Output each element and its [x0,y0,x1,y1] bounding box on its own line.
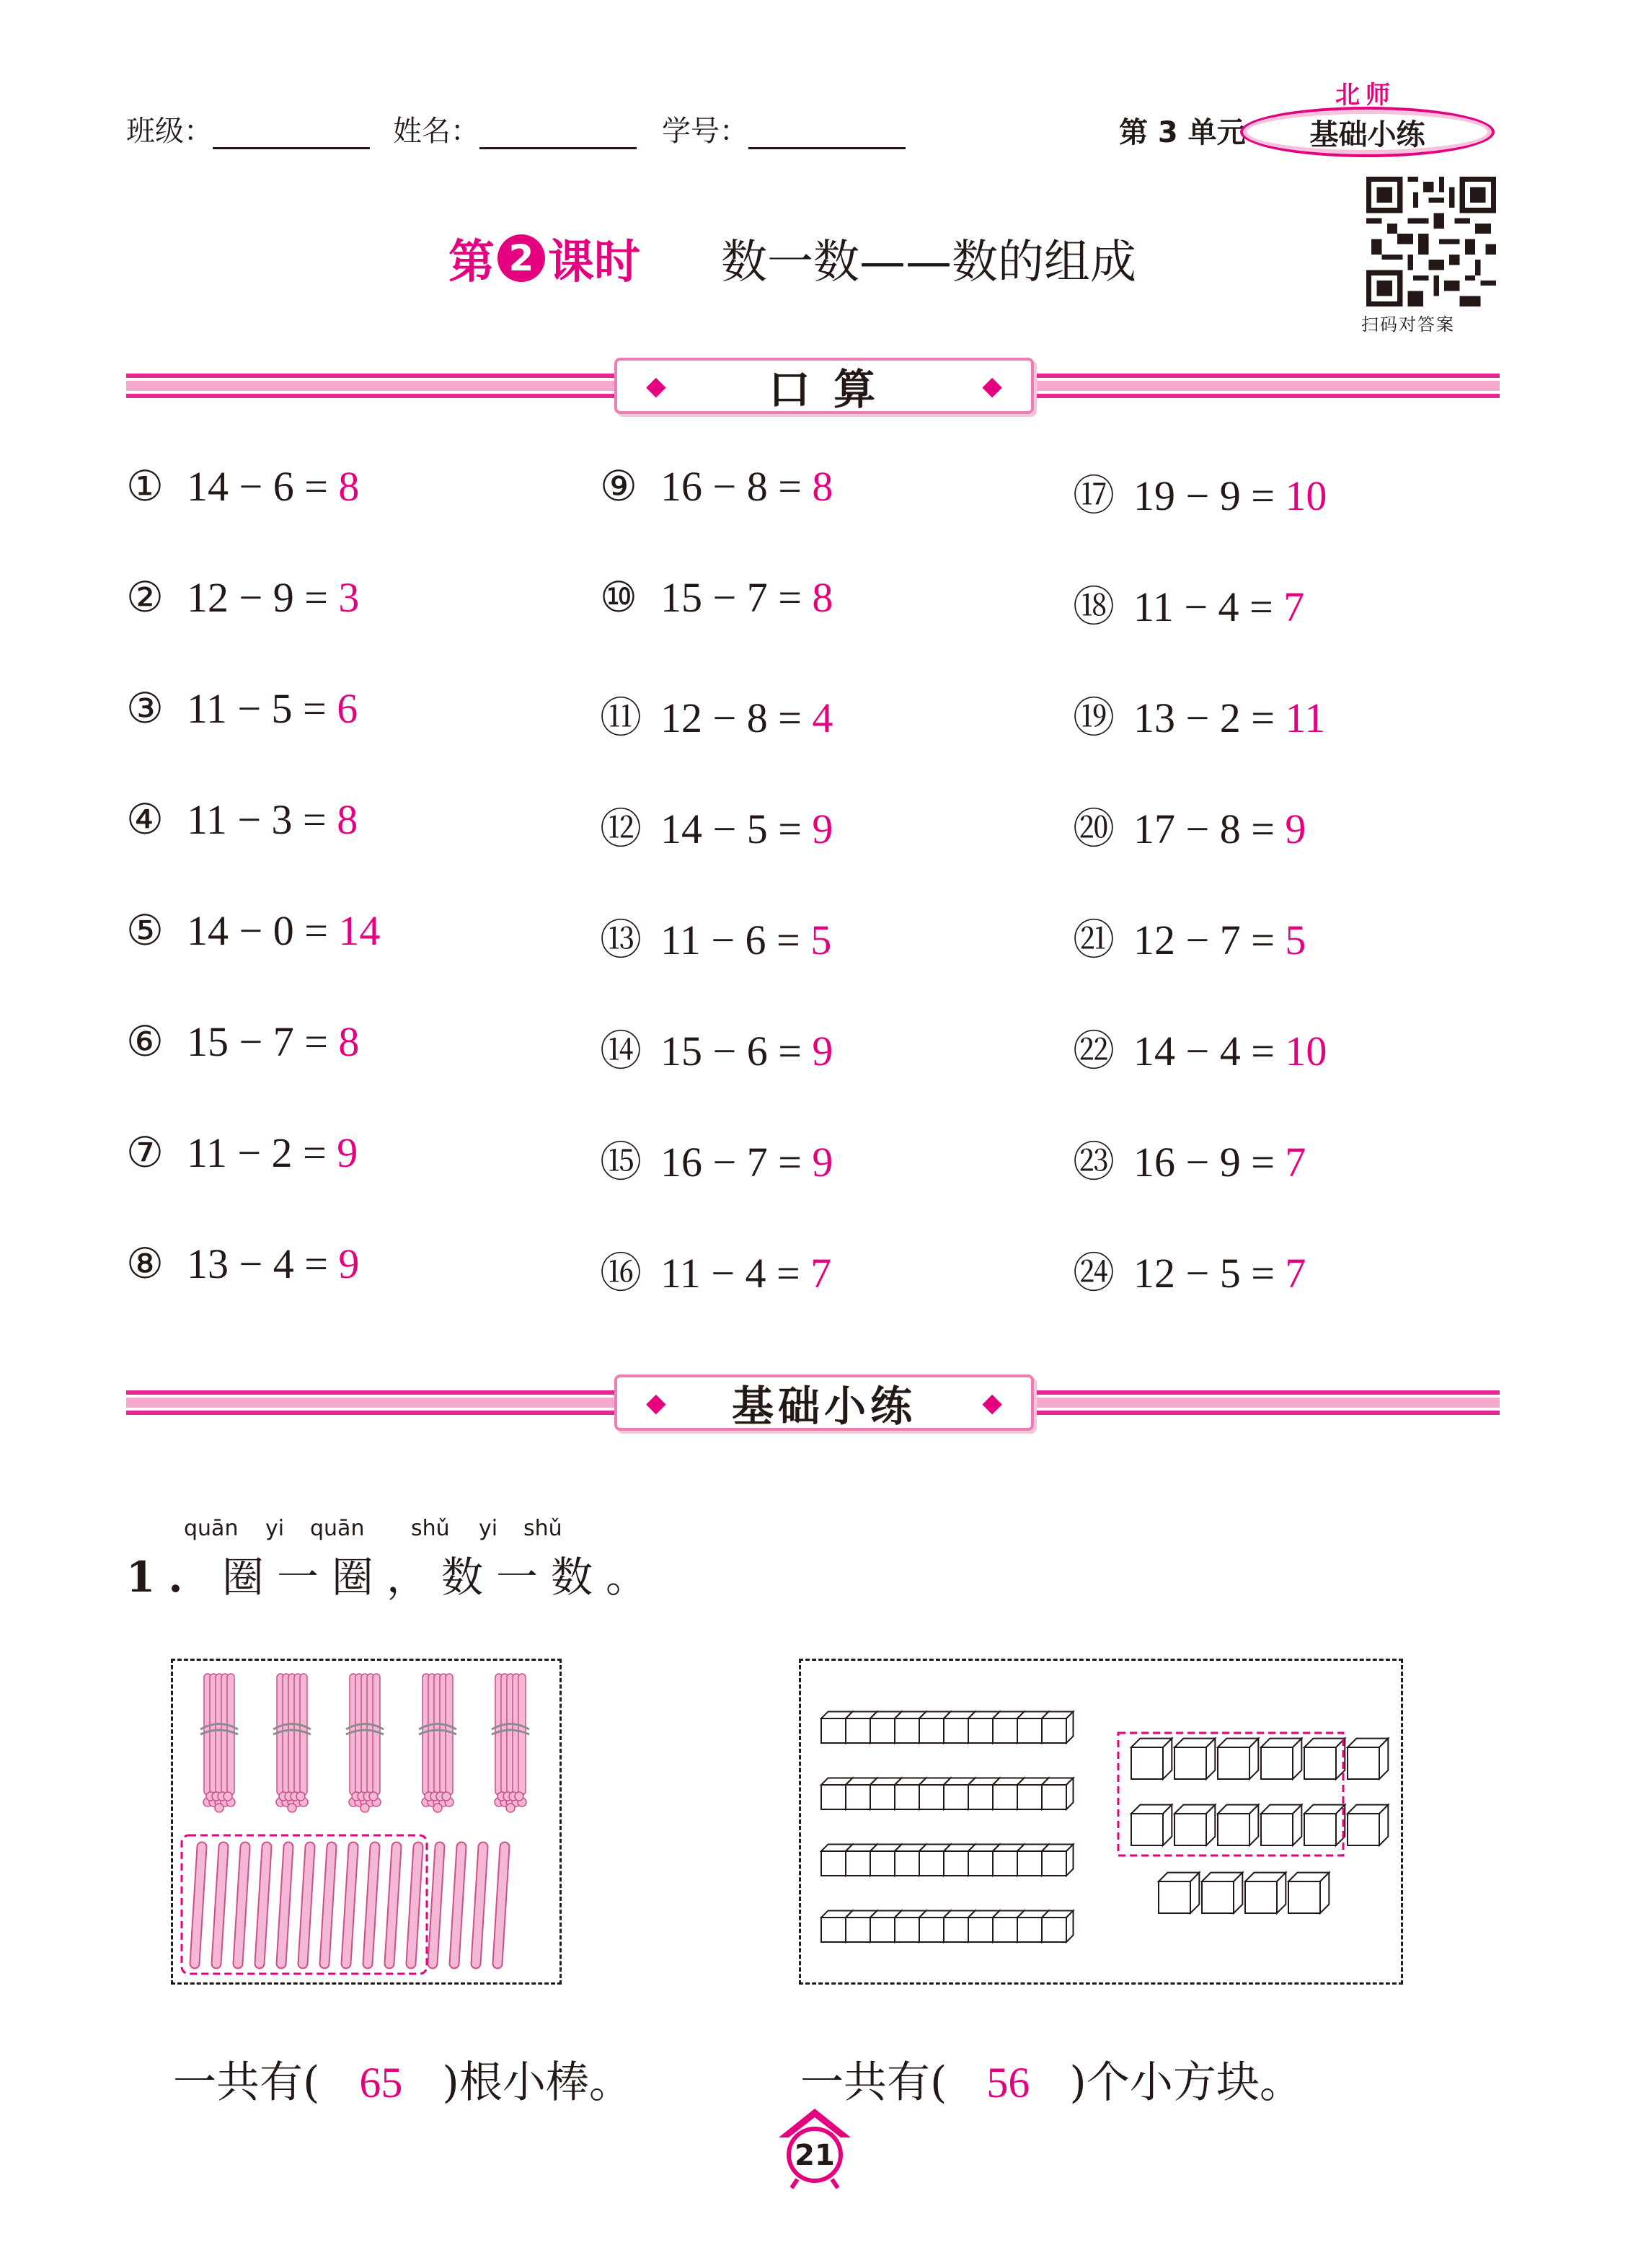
problem-expression: 15 − 6 = [660,1028,802,1075]
section-header-practice [614,1375,1034,1431]
cube-in-row [1042,1778,1074,1809]
loose-cube [1245,1873,1286,1913]
question-text: 圈一圈，数一数。 [222,1553,661,1602]
class-blank[interactable] [213,120,370,149]
problem-number: ⑱ [1073,583,1115,630]
math-problem [126,1128,358,1177]
pinyin: quān [184,1516,239,1541]
math-problem [600,795,833,855]
math-problem [1073,1128,1306,1188]
loose-cube [1304,1739,1345,1779]
problem-answer[interactable]: 7 [1283,583,1305,630]
cubes-answer-line [800,2048,1303,2110]
problem-answer[interactable]: 9 [337,1129,358,1176]
problem-answer[interactable]: 9 [812,1139,833,1186]
math-problem [1073,906,1306,966]
stick-bundle [346,1674,384,1812]
qr-code-icon[interactable] [1366,177,1496,306]
stick-bundle [273,1674,311,1812]
problem-number: ⑬ [600,917,642,963]
problem-answer[interactable]: 4 [812,694,833,741]
cubes-figure [801,1661,1401,1982]
problem-expression: 11 − 5 = [187,685,327,732]
problem-answer[interactable]: 8 [338,463,360,510]
sticks-answer-line [173,2048,632,2110]
qr-caption: 扫码对答案 [1361,314,1455,335]
section-header-mental [614,358,1034,414]
problem-number: ⑯ [600,1250,642,1297]
problem-number: ㉒ [1073,1028,1115,1075]
answer-prefix: 一共有( [800,2057,947,2108]
section-title-mental: 口 算 [768,365,880,414]
math-problem [1073,795,1306,855]
lesson-number: 2 [497,234,545,282]
sticks-panel [171,1659,562,1985]
problem-answer[interactable]: 5 [810,917,832,963]
problem-number: ⑮ [600,1139,642,1186]
problem-number: ㉓ [1073,1139,1115,1186]
pinyin: yi [479,1516,498,1541]
pinyin: yi [265,1516,285,1541]
problem-number: ⑰ [1073,472,1115,519]
loose-cube [1131,1739,1172,1779]
math-problem [126,573,359,622]
cube-in-row [1042,1844,1074,1876]
page-title: 数一数——数的组成 [721,236,1136,289]
stick-bundle [200,1674,238,1812]
loose-cube [1348,1739,1388,1779]
id-label: 学号： [662,115,748,148]
problem-expression: 17 − 8 = [1133,806,1275,852]
answer-prefix: 一共有( [173,2057,320,2108]
problem-expression: 12 − 7 = [1133,917,1275,963]
stick-bundle [419,1674,456,1812]
problem-answer[interactable]: 10 [1285,1028,1327,1075]
problem-expression: 14 − 4 = [1133,1028,1275,1075]
problem-number: ③ [126,685,164,732]
problem-answer[interactable]: 3 [338,574,360,621]
problem-answer[interactable]: 8 [338,1018,360,1065]
loose-cube [1261,1739,1301,1779]
problem-answer[interactable]: 9 [338,1240,360,1287]
problem-answer[interactable]: 9 [1285,806,1306,852]
loose-cube [1261,1805,1301,1845]
problem-answer[interactable]: 8 [812,574,833,621]
problem-expression: 12 − 5 = [1133,1250,1275,1297]
problem-number: ② [126,574,164,621]
problem-number: ⑧ [126,1240,164,1287]
answer-suffix: )根小棒。 [442,2057,632,2108]
section-title-practice: 基础小练 [731,1382,916,1431]
problem-expression: 11 − 4 = [1133,583,1273,630]
problem-expression: 13 − 4 = [187,1240,328,1287]
loose-cube [1159,1873,1199,1913]
loose-cube [1131,1805,1172,1845]
math-problem [1073,1017,1327,1077]
problem-expression: 12 − 9 = [187,574,328,621]
answer-suffix: )个小方块。 [1069,2057,1303,2108]
problem-answer[interactable]: 9 [812,806,833,852]
loose-cube [1218,1805,1258,1845]
class-label: 班级： [126,115,213,148]
problem-expression: 19 − 9 = [1133,472,1275,519]
problem-answer[interactable]: 6 [337,685,358,732]
problem-expression: 16 − 7 = [660,1139,802,1186]
problem-expression: 11 − 3 = [187,796,327,843]
problem-expression: 14 − 0 = [187,907,328,954]
math-problem [1073,462,1327,522]
pinyin: shǔ [523,1516,562,1541]
question-1 [126,1543,660,1604]
class-field [126,108,370,149]
math-problem [600,906,831,966]
loose-cube [1304,1805,1345,1845]
problem-answer[interactable]: 7 [810,1250,832,1297]
loose-cube [1202,1873,1242,1913]
pinyin: quān [310,1516,365,1541]
math-problem [600,1017,833,1077]
problem-number: ⑪ [600,694,642,741]
problem-answer[interactable]: 11 [1285,694,1326,741]
name-label: 姓名： [393,115,479,148]
loose-cube [1218,1739,1258,1779]
problem-answer[interactable]: 14 [338,907,381,954]
sticks-figure [173,1661,559,1982]
math-problem [126,1017,359,1066]
problem-expression: 16 − 9 = [1133,1139,1275,1186]
problem-expression: 14 − 5 = [660,806,802,852]
page-number: 21 [795,2139,835,2172]
math-problem [126,906,380,955]
problem-answer[interactable]: 8 [812,463,833,510]
lesson-prefix: 第 [448,236,495,289]
brand-logo [1240,107,1495,157]
diamond-icon: ◆ [982,371,1002,401]
problem-number: ㉑ [1073,917,1115,963]
problem-answer[interactable]: 8 [337,796,358,843]
problem-expression: 15 − 7 = [660,574,802,621]
stick-bundle [492,1674,529,1812]
diamond-icon: ◆ [982,1387,1002,1418]
loose-cube [1348,1805,1388,1845]
id-field [662,108,906,149]
math-problem [126,1239,359,1288]
problem-number: ㉔ [1073,1250,1115,1297]
cube-in-row [1042,1711,1074,1743]
diamond-icon: ◆ [646,371,666,401]
problem-number: ⑦ [126,1129,164,1176]
problem-answer[interactable]: 7 [1285,1250,1306,1297]
problem-number: ⑫ [600,806,642,852]
math-problem [600,684,833,744]
problem-number: ⑥ [126,1018,164,1065]
problem-number: ⑲ [1073,694,1115,741]
problem-number: ⑩ [600,574,637,621]
loose-cube [1174,1739,1215,1779]
problem-expression: 16 − 8 = [660,463,802,510]
math-problem [600,1239,831,1300]
sticks-answer-blank[interactable]: 65 [359,2059,403,2106]
problem-expression: 14 − 6 = [187,463,328,510]
problem-number: ⑨ [600,463,637,510]
math-problem [600,1128,833,1188]
cubes-answer-blank[interactable]: 56 [986,2059,1030,2106]
page-number-badge [771,2106,858,2192]
math-problem [126,462,359,511]
math-problem [1073,1239,1306,1300]
lesson-suffix: 课时 [548,236,640,289]
brand-top: 北师 [1335,81,1396,110]
problem-answer[interactable]: 5 [1285,917,1306,963]
problem-expression: 11 − 2 = [187,1129,327,1176]
problem-expression: 11 − 6 = [660,917,800,963]
cubes-panel [799,1659,1403,1985]
problem-number: ⑭ [600,1028,642,1075]
problem-answer[interactable]: 7 [1285,1139,1306,1186]
problem-number: ① [126,463,164,510]
problem-number: ⑳ [1073,806,1115,852]
math-problem [600,573,833,622]
problem-answer[interactable]: 9 [812,1028,833,1075]
loose-cube [1288,1873,1329,1913]
id-blank[interactable] [748,120,906,149]
math-problem [1073,573,1304,633]
diamond-icon: ◆ [646,1387,666,1418]
math-problem [126,684,358,733]
unit-label: 第 3 单元 [1119,116,1246,149]
problem-answer[interactable]: 10 [1285,472,1327,519]
loose-cube [1174,1805,1215,1845]
name-blank[interactable] [479,120,637,149]
cube-in-row [1042,1910,1074,1942]
problem-expression: 12 − 8 = [660,694,802,741]
pinyin: shǔ [411,1516,450,1541]
lesson-label [448,225,640,291]
problem-number: ④ [126,796,164,843]
problem-expression: 15 − 7 = [187,1018,328,1065]
math-problem [126,795,358,844]
math-problem [1073,684,1325,744]
problem-number: ⑤ [126,907,164,954]
name-field [393,108,637,149]
math-problem [600,462,833,511]
question-number: 1. [126,1553,196,1602]
problem-expression: 11 − 4 = [660,1250,800,1297]
brand-text: 基础小练 [1309,118,1425,151]
problem-expression: 13 − 2 = [1133,694,1275,741]
